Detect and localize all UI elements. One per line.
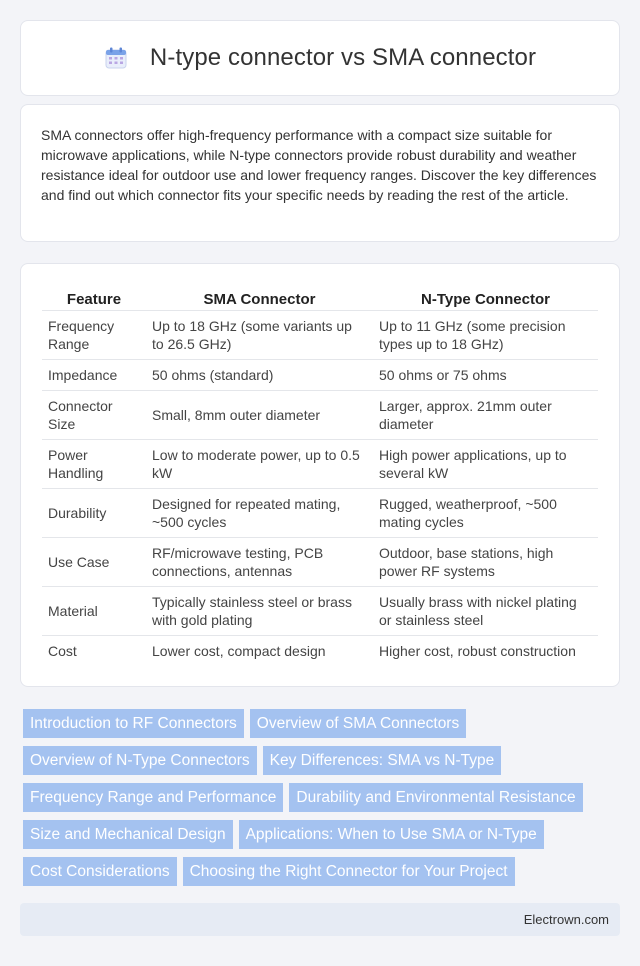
header-sma: SMA Connector [146, 284, 373, 310]
tag-link[interactable]: Durability and Environmental Resistance [289, 783, 582, 812]
table-cell: Use Case [42, 537, 146, 586]
table-row [42, 488, 598, 537]
comparison-table-card [20, 263, 620, 687]
table-cell: Cost [48, 642, 77, 659]
tag-link[interactable]: Choosing the Right Connector for Your Project [183, 857, 515, 886]
table-row [42, 359, 598, 390]
table-cell: Typically stainless steel or brass with gold plating [146, 586, 373, 635]
table-cell: Low to moderate power, up to 0.5 kW [146, 439, 373, 488]
table-cell: Lower cost, compact design [152, 642, 326, 659]
table-cell: Outdoor, base stations, high power RF systems [373, 537, 598, 586]
comparison-table [42, 284, 598, 666]
table-cell: Durability [42, 488, 146, 537]
table-row [42, 390, 598, 439]
tag-link[interactable]: Overview of SMA Connectors [250, 709, 466, 738]
page-title: N-type connector vs SMA connector [149, 44, 537, 71]
table-cell: Higher cost, robust construction [379, 642, 576, 659]
table-cell: Up to 11 GHz (some precision types up to 18 GHz) [373, 310, 598, 359]
table-row [42, 537, 598, 586]
intro-card [20, 104, 620, 242]
table-row [42, 635, 598, 666]
tag-link[interactable]: Cost Considerations [23, 857, 177, 886]
table-cell: Power Handling [42, 439, 146, 488]
table-cell: Usually brass with nickel plating or stainless steel [373, 586, 598, 635]
table-row [42, 439, 598, 488]
topic-tags [20, 709, 620, 894]
tag-link[interactable]: Introduction to RF Connectors [23, 709, 244, 738]
table-cell: RF/microwave testing, PCB connections, antennas [146, 537, 373, 586]
tag-link[interactable]: Frequency Range and Performance [23, 783, 283, 812]
table-cell: Up to 18 GHz (some variants up to 26.5 GHz) [146, 310, 373, 359]
table-cell: Connector Size [42, 390, 146, 439]
table-cell: Rugged, weatherproof, ~500 mating cycles [373, 488, 598, 537]
table-cell: 50 ohms (standard) [146, 359, 373, 390]
table-cell: 50 ohms or 75 ohms [373, 359, 598, 390]
table-cell: Frequency Range [42, 310, 146, 359]
tag-link[interactable]: Size and Mechanical Design [23, 820, 233, 849]
table-row [42, 586, 598, 635]
header-feature: Feature [42, 284, 146, 310]
header-ntype: N-Type Connector [373, 284, 598, 310]
tag-link[interactable]: Overview of N-Type Connectors [23, 746, 257, 775]
footer [20, 903, 620, 936]
table-cell: Small, 8mm outer diameter [146, 390, 373, 439]
table-header-row [42, 284, 598, 310]
title-card [20, 20, 620, 96]
table-cell: Impedance [42, 359, 146, 390]
tag-link[interactable]: Applications: When to Use SMA or N-Type [239, 820, 544, 849]
table-cell: Designed for repeated mating, ~500 cycles [146, 488, 373, 537]
calendar-icon [104, 46, 128, 70]
table-cell: Larger, approx. 21mm outer diameter [373, 390, 598, 439]
intro-text: SMA connectors offer high-frequency performance with a compact size suitable for microwave applications, while N-type connectors provide robust durability and weather resistance ideal for outdoor use and lower frequency ranges. Discover the key differences and find out which connector fits your specific needs by reading the rest of the article. [41, 127, 597, 203]
table-cell: Material [42, 586, 146, 635]
table-row [42, 310, 598, 359]
footer-site[interactable]: Electrown.com [523, 912, 609, 927]
tag-link[interactable]: Key Differences: SMA vs N-Type [263, 746, 502, 775]
table-cell: High power applications, up to several kW [373, 439, 598, 488]
